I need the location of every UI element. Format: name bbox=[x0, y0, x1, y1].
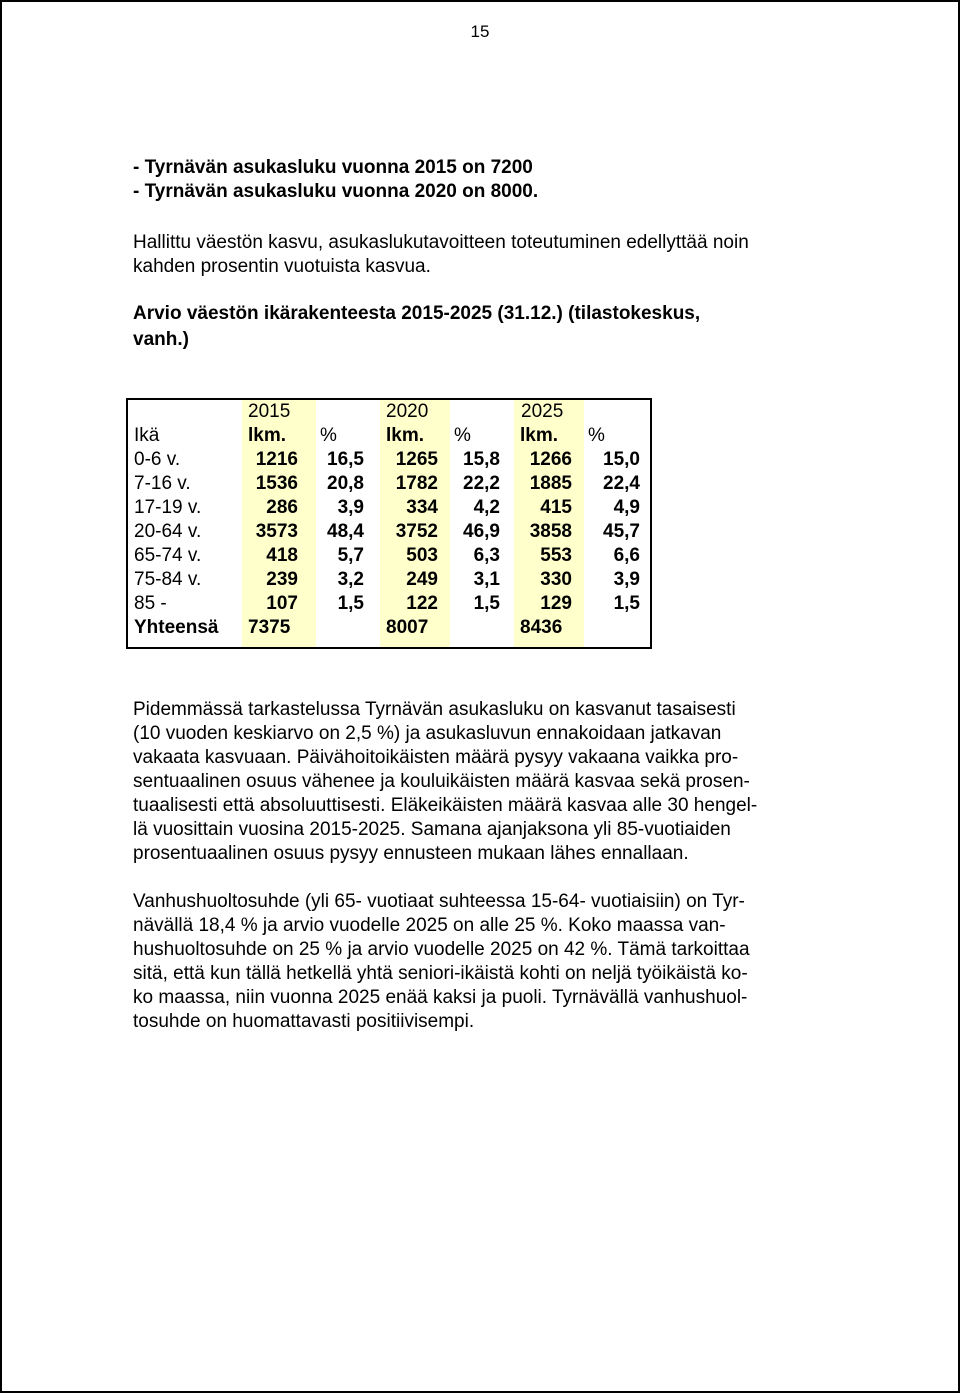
table-cell: 7375 bbox=[248, 617, 291, 638]
text-line: tosuhde on huomattavasti positiivisempi. bbox=[133, 1011, 475, 1032]
table-cell: 1,5 bbox=[337, 593, 364, 614]
table-cell: 418 bbox=[266, 545, 298, 566]
text-line: prosentuaalinen osuus pysyy ennusteen mukaan lähes ennallaan. bbox=[133, 843, 689, 864]
table-cell: 16,5 bbox=[327, 449, 364, 470]
text-line: nävällä 18,4 % ja arvio vuodelle 2025 on alle 25 %. Koko maassa van- bbox=[133, 915, 726, 936]
table-cell: 8436 bbox=[520, 617, 563, 638]
table-cell: 3752 bbox=[395, 521, 438, 542]
table-cell: 1,5 bbox=[473, 593, 500, 614]
table-cell: 6,6 bbox=[613, 545, 640, 566]
table-cell: 3,1 bbox=[473, 569, 500, 590]
table-cell: 107 bbox=[266, 593, 298, 614]
table-cell: 3573 bbox=[255, 521, 298, 542]
table-cell: 503 bbox=[406, 545, 438, 566]
table-cell: 4,9 bbox=[613, 497, 640, 518]
text-line: sitä, että kun tällä hetkellä yhtä seniori-ikäistä kohti on neljä työikäistä ko- bbox=[133, 963, 748, 984]
table-cell: 5,7 bbox=[337, 545, 364, 566]
age-group-label: 20-64 v. bbox=[134, 521, 202, 542]
text-line: tuaalisesti että absoluuttisesti. Eläkeikäisten määrä kasvaa alle 30 hengel- bbox=[133, 795, 758, 816]
bullet-line: - Tyrnävän asukasluku vuonna 2020 on 8000. bbox=[133, 181, 539, 202]
text-line: Vanhushuoltosuhde (yli 65- vuotiaat suhteessa 15-64- vuotiaisiin) on Tyr- bbox=[133, 891, 745, 912]
bullet-line: - Tyrnävän asukasluku vuonna 2015 on 7200 bbox=[133, 157, 533, 178]
table-cell: 1216 bbox=[255, 449, 298, 470]
table-header-cell: lkm. bbox=[248, 425, 287, 446]
table-header-cell: % bbox=[454, 425, 471, 446]
table-cell: 20,8 bbox=[327, 473, 364, 494]
table-cell: 122 bbox=[406, 593, 438, 614]
age-group-label: 0-6 v. bbox=[134, 449, 181, 470]
table-cell: 8007 bbox=[386, 617, 429, 638]
table-cell: 286 bbox=[266, 497, 298, 518]
heading-line: vanh.) bbox=[133, 329, 189, 350]
heading-line: Arvio väestön ikärakenteesta 2015-2025 (31.12.) (tilastokeskus, bbox=[133, 303, 701, 324]
table-cell: 1266 bbox=[529, 449, 572, 470]
table-cell: 1,5 bbox=[613, 593, 640, 614]
age-group-label: 75-84 v. bbox=[134, 569, 202, 590]
table-header-cell: % bbox=[588, 425, 605, 446]
table-cell: 3,2 bbox=[337, 569, 364, 590]
table-cell: 48,4 bbox=[327, 521, 364, 542]
table-cell: 22,4 bbox=[603, 473, 640, 494]
table-header-cell: lkm. bbox=[386, 425, 425, 446]
text-line: (10 vuoden keskiarvo on 2,5 %) ja asukasluvun ennakoidaan jatkavan bbox=[133, 723, 722, 744]
table-header-cell: Ikä bbox=[134, 425, 160, 446]
intro-paragraph bbox=[133, 231, 833, 279]
age-group-label: 65-74 v. bbox=[134, 545, 202, 566]
year-label: 2025 bbox=[521, 401, 564, 422]
text-line: vakaata kasvuaan. Päivähoitoikäisten määrä pysyy vakaana vaikka pro- bbox=[133, 747, 739, 768]
text-line: Hallittu väestön kasvu, asukaslukutavoitteen toteutuminen edellyttää noin bbox=[133, 232, 749, 253]
year-label: 2015 bbox=[248, 401, 291, 422]
age-group-label: Yhteensä bbox=[134, 617, 219, 638]
analysis-paragraph bbox=[133, 698, 833, 866]
text-line: lä vuosittain vuosina 2015-2025. Samana ajanjaksona yli 85-vuotiaiden bbox=[133, 819, 731, 840]
table-cell: 334 bbox=[406, 497, 438, 518]
text-line: Pidemmässä tarkastelussa Tyrnävän asukasluku on kasvanut tasaisesti bbox=[133, 699, 736, 720]
dependency-ratio-paragraph bbox=[133, 890, 833, 1034]
age-structure-table bbox=[126, 398, 652, 649]
year-label: 2020 bbox=[386, 401, 429, 422]
table-cell: 330 bbox=[540, 569, 572, 590]
table-cell: 1885 bbox=[529, 473, 572, 494]
text-line: kahden prosentin vuotuista kasvua. bbox=[133, 256, 431, 277]
table-cell: 3,9 bbox=[613, 569, 640, 590]
population-bullets bbox=[133, 156, 538, 204]
age-group-label: 17-19 v. bbox=[134, 497, 202, 518]
table-cell: 1265 bbox=[395, 449, 438, 470]
table-cell: 129 bbox=[540, 593, 572, 614]
table-heading bbox=[133, 301, 833, 353]
table-header-cell: % bbox=[320, 425, 337, 446]
table-cell: 15,0 bbox=[603, 449, 640, 470]
table-cell: 553 bbox=[540, 545, 572, 566]
table-cell: 1536 bbox=[255, 473, 298, 494]
age-group-label: 7-16 v. bbox=[134, 473, 191, 494]
table-cell: 22,2 bbox=[463, 473, 500, 494]
table-header-cell: lkm. bbox=[520, 425, 559, 446]
table-cell: 1782 bbox=[395, 473, 438, 494]
table-cell: 45,7 bbox=[603, 521, 640, 542]
table-cell: 249 bbox=[406, 569, 438, 590]
table-cell: 3,9 bbox=[337, 497, 364, 518]
page-number: 15 bbox=[470, 22, 490, 41]
table-cell: 4,2 bbox=[473, 497, 500, 518]
table-cell: 46,9 bbox=[463, 521, 500, 542]
text-line: hushuoltosuhde on 25 % ja arvio vuodelle 2025 on 42 %. Tämä tarkoittaa bbox=[133, 939, 750, 960]
table-cell: 3858 bbox=[529, 521, 572, 542]
table-cell: 6,3 bbox=[473, 545, 500, 566]
table-cell: 15,8 bbox=[463, 449, 500, 470]
age-group-label: 85 - bbox=[134, 593, 167, 614]
table-cell: 239 bbox=[266, 569, 298, 590]
table-cell: 415 bbox=[540, 497, 572, 518]
text-line: sentuaalinen osuus vähenee ja kouluikäisten määrä kasvaa sekä prosen- bbox=[133, 771, 750, 792]
text-line: ko maassa, niin vuonna 2025 enää kaksi ja puoli. Tyrnävällä vanhushuol- bbox=[133, 987, 748, 1008]
